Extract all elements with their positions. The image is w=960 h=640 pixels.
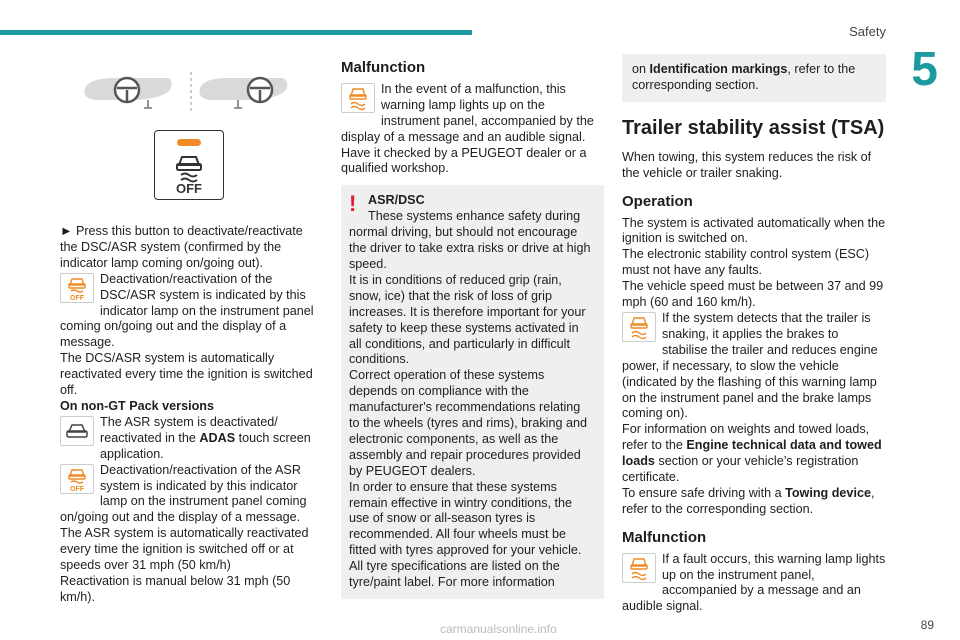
column-2 <box>341 60 604 599</box>
paragraph: Deactivation/reactivation of the DSC/ASR system is indicated by this indicator lamp on the instrument panel coming on/going out and the display of a message. <box>60 271 314 350</box>
esc-off-button-icon <box>155 131 223 199</box>
icon-off-label: OFF <box>70 294 84 302</box>
paragraph: If a fault occurs, this warning lamp lights up on the instrument panel, accompanied by a message and an audible signal. <box>622 551 886 614</box>
esc-warning-icon <box>622 553 656 583</box>
paragraph: The system is activated automatically when the ignition is switched on. <box>622 215 886 246</box>
paragraph: Reactivation is manual below 31 mph (50 km/h). <box>60 573 291 604</box>
warning-icon: ! <box>349 191 357 217</box>
esc-off-warning-icon <box>60 273 94 303</box>
paragraph: The DCS/ASR system is automatically reactivated every time the ignition is switched off. <box>60 351 313 398</box>
paragraph: The vehicle speed must be between 37 and 99 mph (60 and 160 km/h). <box>622 279 884 310</box>
chapter-number: 5 <box>911 43 938 96</box>
paragraph: To ensure safe driving with a Towing device, refer to the corresponding section. <box>622 485 875 516</box>
dashboard-figure <box>60 60 322 230</box>
paragraph: The electronic stability control system (ESC) must not have any faults. <box>622 247 870 278</box>
column-1 <box>60 60 322 606</box>
paragraph: All tyre specifications are listed on the tyre/paint label. For more information <box>349 559 560 590</box>
section-heading: Operation <box>622 192 693 210</box>
esc-off-button <box>154 130 224 200</box>
paragraph: The ASR system is deactivated/ reactivated in the ADAS touch screen application. <box>100 414 311 461</box>
button-off-label: OFF <box>176 181 202 196</box>
paragraph: Correct operation of these systems depends on compliance with the manufacturer's recommendations relating to the wheels (tyres and rims), braking and electronic components, as well as the assembly and repair procedures provided by PEUGEOT dealers. <box>349 368 587 478</box>
steering-wheel-icon <box>60 60 322 120</box>
paragraph: ► Press this button to deactivate/reactivate the DSC/ASR system (confirmed by the indicator lamp coming on/going out). <box>60 224 303 270</box>
header-accent-bar <box>0 30 472 35</box>
paragraph: Deactivation/reactivation of the ASR system is indicated by this indicator lamp on the instrument panel coming on/going out and the display of a message. <box>60 462 307 525</box>
section-heading: Malfunction <box>622 528 707 546</box>
paragraph: For information on weights and towed loads, refer to the Engine technical data and towed loads section or your vehicle’s registration certificate. <box>622 422 882 485</box>
paragraph: If the system detects that the trailer is snaking, it applies the brakes to stabilise the trailer and reduces engine power, if necessary, to slow the vehicle (indicated by the flashing of this warning lamp on the instrument panel and the brake lamps coming on). <box>622 310 878 421</box>
icon-off-label: OFF <box>70 485 84 493</box>
esc-off-warning-icon <box>60 464 94 494</box>
car-icon <box>60 416 94 446</box>
paragraph: When towing, this system reduces the risk of the vehicle or trailer snaking. <box>622 149 872 180</box>
paragraph: In order to ensure that these systems remain effective in wintry conditions, the use of snow or all-season tyres is recommended. All four wheels must be fitted with tyres approved for your vehicle. <box>349 479 582 558</box>
paragraph: The ASR system is automatically reactivated every time the ignition is switched off or at speeds over 31 mph (50 km/h) <box>60 526 309 573</box>
watermark: carmanualsonline.info <box>440 622 557 636</box>
section-title: Safety <box>849 24 886 39</box>
esc-warning-icon <box>622 312 656 342</box>
paragraph: It is in conditions of reduced grip (rain, snow, ice) that the risk of loss of grip increases. It is therefore important for your safety to keep these systems activated in all conditions, and particularly in difficult conditions. <box>349 272 586 367</box>
paragraph: In the event of a malfunction, this warning lamp lights up on the instrument panel, accompanied by the display of a message and an audible signal. <box>341 81 594 144</box>
page-number: 89 <box>920 618 934 632</box>
column-3 <box>622 54 886 615</box>
paragraph: Have it checked by a PEUGEOT dealer or a qualified workshop. <box>341 145 587 176</box>
subheading: On non-GT Pack versions <box>60 398 214 413</box>
esc-warning-icon <box>341 83 375 113</box>
paragraph: These systems enhance safety during normal driving, but should not encourage the driver to take extra risks or drive at high speed. <box>349 209 591 271</box>
info-box <box>622 54 886 102</box>
section-heading: Malfunction <box>341 59 426 76</box>
warning-box <box>341 185 604 599</box>
section-title-tsa: Trailer stability assist (TSA) <box>622 116 885 139</box>
paragraph: on Identification markings, refer to the corresponding section. <box>632 62 856 92</box>
warning-title: ASR/DSC <box>368 193 425 208</box>
